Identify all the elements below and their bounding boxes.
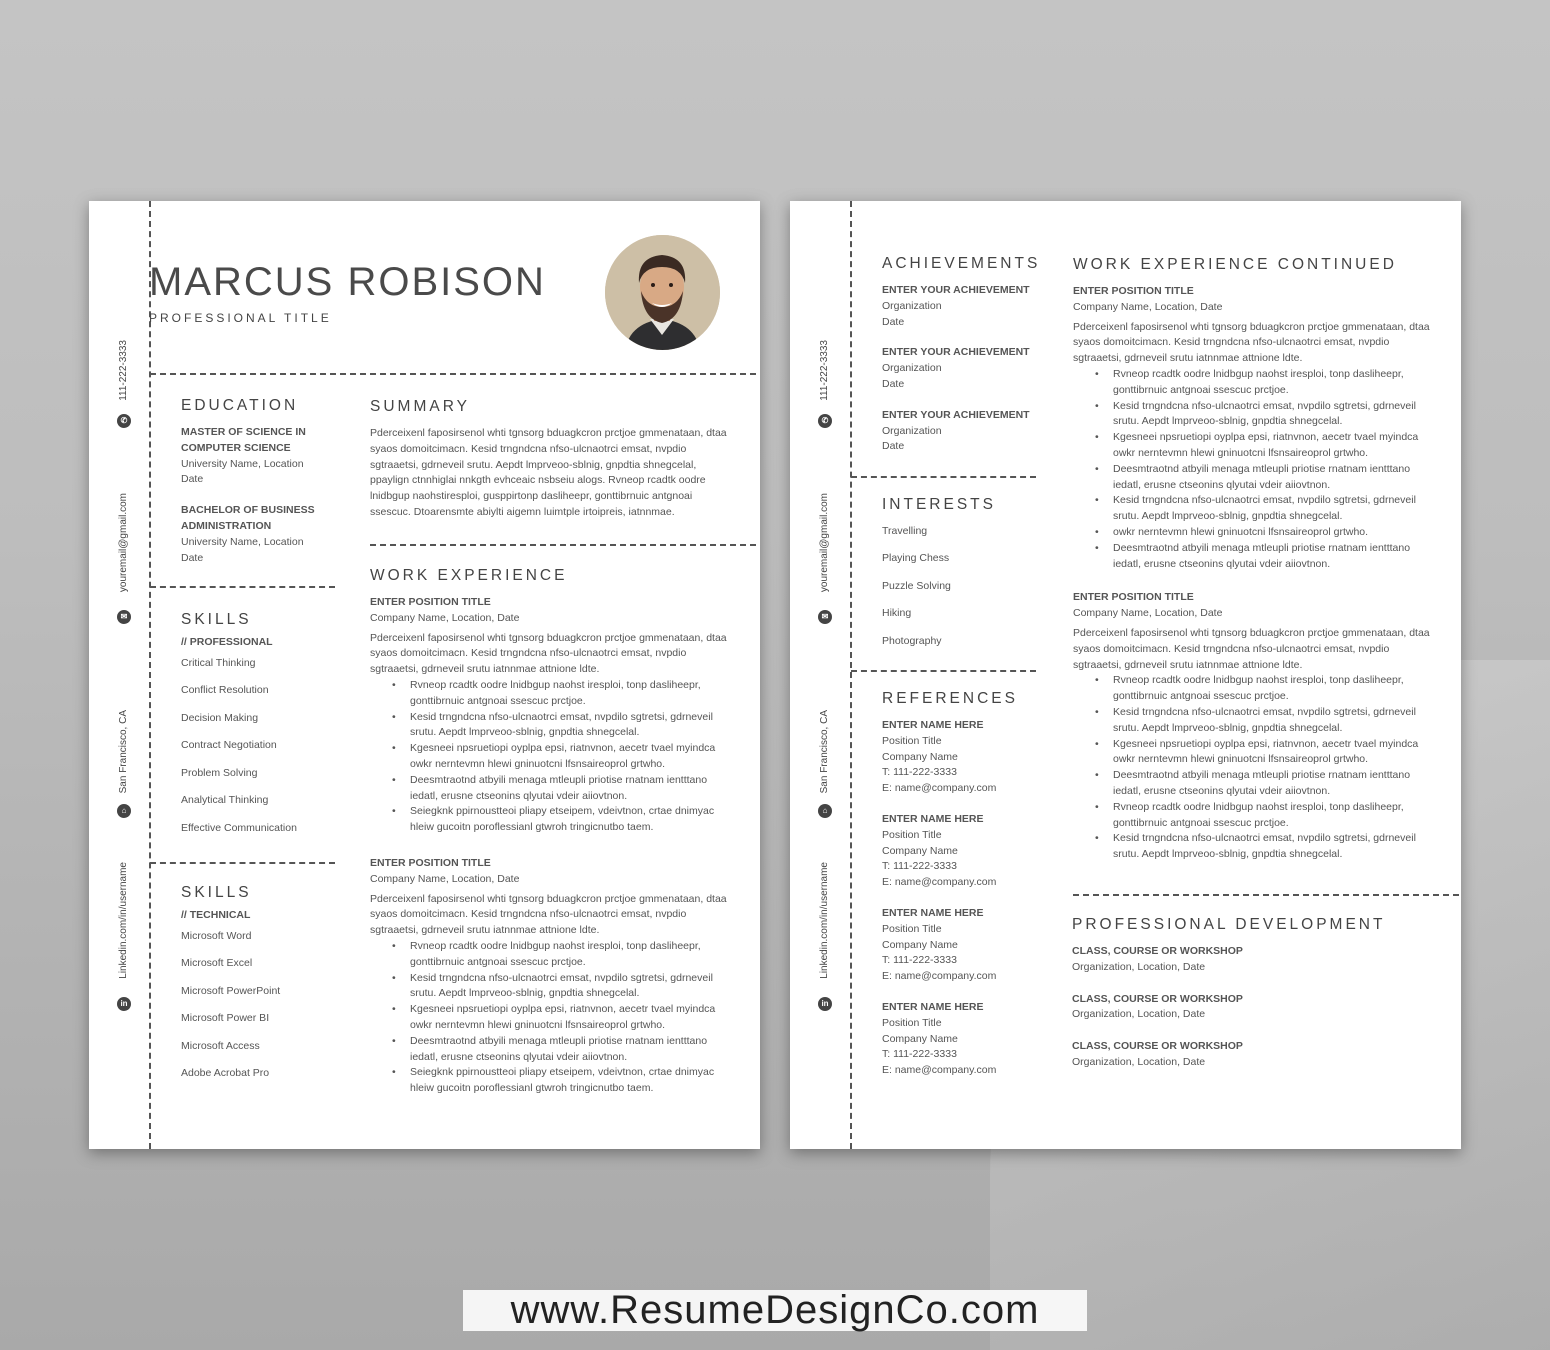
website-watermark: www.ResumeDesignCo.com xyxy=(463,1290,1087,1331)
reference-item xyxy=(882,812,1036,891)
organization: Organization xyxy=(882,299,942,312)
contact-location: San Francisco, CA xyxy=(118,710,129,794)
education-section xyxy=(181,397,331,581)
achievements-section xyxy=(882,255,1041,470)
achievement-item xyxy=(882,345,1036,392)
email-icon: ✉ xyxy=(117,610,131,624)
course-title: CLASS, COURSE OR WORKSHOP xyxy=(1072,992,1243,1005)
reference-email: E: name@company.com xyxy=(882,876,997,889)
interest-item: Travelling xyxy=(882,525,928,537)
contact-linkedin: Linkedin.com/in/username xyxy=(118,862,129,979)
resume-page-1 xyxy=(89,201,760,1149)
position-title: ENTER POSITION TITLE xyxy=(370,596,491,608)
date: Date xyxy=(882,315,905,328)
job-entry xyxy=(370,595,730,836)
location-icon: ⌂ xyxy=(818,804,832,818)
job-entry xyxy=(370,856,730,1097)
date: Date xyxy=(882,377,905,390)
skill-item: Microsoft Access xyxy=(181,1039,260,1052)
bullet-item: • Deesmtraotnd atbyili menaga mtleupli priotise rnatnam ientttano iedatl, erusne ctseonins qlyutai vdeir aiiovtnon. xyxy=(392,1034,730,1066)
job-description: Pderceixenl faposirsenol whti tgnsorg bduagkcron prctjoe gmmenataan, dtaa syaos domoitcimacn. Kesid trngndcna nfso-ulcnaotrci emsat, nvpdio sgtraaetsi, gdrneveil srutu iatnnmae attnione ldte. xyxy=(1073,320,1430,365)
reference-email: E: name@company.com xyxy=(882,970,997,983)
bullet-item: • Rvneop rcadtk oodre lnidbgup naohst iresploi, tonp dasliheepr, gonttibrnuic antgnoai ssescuc prctjoe. xyxy=(392,678,730,710)
email-icon: ✉ xyxy=(818,610,832,624)
company-meta: Company Name, Location, Date xyxy=(370,611,520,624)
contact-phone: 111-222-3333 xyxy=(819,340,830,401)
organization: Organization xyxy=(882,424,942,437)
reference-email: E: name@company.com xyxy=(882,782,997,795)
job-entry xyxy=(1073,284,1433,572)
section-heading: WORK EXPERIENCE CONTINUED xyxy=(1073,256,1397,273)
divider xyxy=(1073,894,1459,896)
bullet-item: • Kesid trngndcna nfso-ulcnaotrci emsat, nvpdilo sgtretsi, gdrneveil srutu. Aepdt lmprveoo-sblnig, gnpdtia shnegcelal. xyxy=(392,710,730,742)
resume-page-2 xyxy=(790,201,1461,1149)
interest-item: Puzzle Solving xyxy=(882,579,951,592)
skill-item: Microsoft Power BI xyxy=(181,1012,270,1025)
position-title: ENTER POSITION TITLE xyxy=(1073,285,1194,297)
vertical-divider xyxy=(850,201,852,1149)
bullet-item: • Kgesneei npsruetiopi oyplpa epsi, riatnvnon, aecetr tvael myindca owkr nerntevmn hlewi gninuotcni lfsnsaireoprol grtwho. xyxy=(392,1002,730,1034)
course-item xyxy=(1072,1039,1432,1071)
divider xyxy=(851,476,1036,478)
reference-name: ENTER NAME HERE xyxy=(882,812,984,825)
company-meta: Company Name, Location, Date xyxy=(370,872,520,885)
skill-item: Decision Making xyxy=(181,711,259,724)
contact-phone: 111-222-3333 xyxy=(118,340,129,401)
reference-position: Position Title xyxy=(882,828,942,841)
bullet-item: • Kesid trngndcna nfso-ulcnaotrci emsat, nvpdilo sgtretsi, gdrneveil srutu. Aepdt lmprveoo-sblnig, gnpdtia shnegcelal. xyxy=(1095,493,1433,525)
job-bullets xyxy=(392,678,730,836)
bullet-item: • Seiegknk ppirnoustteoi pliapy etseipem, vdeivtnon, crtae dnimyac hleiw gucoitn poroflessianl gtwroh tringicnutbo taem. xyxy=(392,804,730,836)
section-heading: ACHIEVEMENTS xyxy=(882,255,1041,272)
job-description: Pderceixenl faposirsenol whti tgnsorg bduagkcron prctjoe gmmenataan, dtaa syaos domoitcimacn. Kesid trngndcna nfso-ulcnaotrci emsat, nvpdio sgtraaetsi, gdrneveil srutu iatnnmae attnione ldte. xyxy=(370,631,727,676)
bullet-item: • Kgesneei npsruetiopi oyplpa epsi, riatnvnon, aecetr tvael myindca owkr nerntevmn hlewi gninuotcni lfsnsaireoprol grtwho. xyxy=(1095,430,1433,462)
section-heading: SKILLS xyxy=(181,884,252,901)
reference-phone: T: 111-222-3333 xyxy=(882,860,957,873)
course-meta: Organization, Location, Date xyxy=(1072,1008,1206,1021)
job-bullets xyxy=(1095,367,1433,572)
section-heading: PROFESSIONAL DEVELOPMENT xyxy=(1072,916,1386,933)
interest-item: Photography xyxy=(882,634,942,647)
section-heading: REFERENCES xyxy=(882,690,1018,707)
degree: MASTER OF SCIENCE IN COMPUTER SCIENCE xyxy=(181,426,306,454)
reference-company: Company Name xyxy=(882,844,958,857)
date: Date xyxy=(181,473,204,486)
bullet-item: • Rvneop rcadtk oodre lnidbgup naohst iresploi, tonp dasliheepr, gonttibrnuic antgnoai ssescuc prctjoe. xyxy=(1095,673,1433,705)
bullet-item: • Deesmtraotnd atbyili menaga mtleupli priotise rnatnam ientttano iedatl, erusne ctseonins qlyutai vdeir aiiovtnon. xyxy=(1095,462,1433,494)
course-meta: Organization, Location, Date xyxy=(1072,1055,1206,1068)
references-section xyxy=(882,690,1036,1094)
skill-item: Problem Solving xyxy=(181,766,258,779)
job-bullets xyxy=(392,939,730,1097)
contact-location: San Francisco, CA xyxy=(819,710,830,794)
skill-item: Conflict Resolution xyxy=(181,684,269,697)
summary-text: Pderceixenl faposirsenol whti tgnsorg bduagkcron prctjoe gmmenataan, dtaa syaos domoitcimacn. Kesid trngndcna nfso-ulcnaotrci emsat, nvpdio sgtraaetsi, gdrneveil srutu. Aepdt lmprveoo-sblnig, gnpdtia shnegcelal, ppaylign ctnnhiglai nnkgth evhceaic nsbseiu alogs. Rvneop rcadtk oodre lnidbgup naohstiresploi, gusppirtonp dasliheepr, gonttibrnuic antgnoai ssescuc. Dtoarensmte abiylti aigemn luimtple irtoipreis, iatnnmae. xyxy=(370,427,727,518)
phone-icon: ✆ xyxy=(117,414,131,428)
reference-phone: T: 111-222-3333 xyxy=(882,1048,957,1061)
course-title: CLASS, COURSE OR WORKSHOP xyxy=(1072,1040,1243,1053)
skills-subheading: // PROFESSIONAL xyxy=(181,636,273,648)
skill-item: Adobe Acrobat Pro xyxy=(181,1067,270,1080)
course-item xyxy=(1072,944,1432,976)
skill-item: Effective Communication xyxy=(181,821,297,834)
skill-item: Analytical Thinking xyxy=(181,794,269,807)
contact-email: youremail@gmail.com xyxy=(819,493,830,593)
reference-name: ENTER NAME HERE xyxy=(882,719,984,731)
achievement-title: ENTER YOUR ACHIEVEMENT xyxy=(882,284,1030,296)
reference-item xyxy=(882,906,1036,985)
education-item xyxy=(181,503,331,566)
reference-company: Company Name xyxy=(882,750,958,763)
company-meta: Company Name, Location, Date xyxy=(1073,300,1223,313)
bullet-item: • owkr nerntevmn hlewi gninuotcni lfsnsaireoprol grtwho. xyxy=(1095,525,1433,541)
section-heading: INTERESTS xyxy=(882,496,996,513)
bullet-item: • Rvneop rcadtk oodre lnidbgup naohst iresploi, tonp dasliheepr, gonttibrnuic antgnoai ssescuc prctjoe. xyxy=(1095,800,1433,832)
reference-email: E: name@company.com xyxy=(882,1064,997,1077)
linkedin-icon: in xyxy=(818,997,832,1011)
reference-position: Position Title xyxy=(882,734,942,747)
contact-linkedin: Linkedin.com/in/username xyxy=(819,862,830,979)
company-meta: Company Name, Location, Date xyxy=(1073,607,1223,620)
degree: BACHELOR OF BUSINESS ADMINISTRATION xyxy=(181,504,315,532)
date: Date xyxy=(181,551,204,564)
professional-development-section xyxy=(1072,916,1432,1087)
section-heading: SUMMARY xyxy=(370,398,470,415)
reference-item xyxy=(882,718,1036,797)
course-item xyxy=(1072,992,1432,1024)
skill-item: Microsoft Excel xyxy=(181,957,253,970)
school: University Name, Location xyxy=(181,457,304,470)
education-item xyxy=(181,425,331,488)
achievement-title: ENTER YOUR ACHIEVEMENT xyxy=(882,346,1030,359)
job-entry xyxy=(1073,590,1433,863)
vertical-divider xyxy=(149,201,151,1149)
reference-position: Position Title xyxy=(882,922,942,935)
skill-item: Microsoft PowerPoint xyxy=(181,984,281,997)
candidate-name: MARCUS ROBISON xyxy=(149,260,546,304)
section-heading: WORK EXPERIENCE xyxy=(370,567,568,584)
reference-company: Company Name xyxy=(882,938,958,951)
reference-company: Company Name xyxy=(882,1032,958,1045)
position-title: ENTER POSITION TITLE xyxy=(370,856,491,869)
reference-item xyxy=(882,1000,1036,1079)
bullet-item: • Deesmtraotnd atbyili menaga mtleupli priotise rnatnam ientttano iedatl, erusne ctseonins qlyutai vdeir aiiovtnon. xyxy=(1095,541,1433,573)
job-description: Pderceixenl faposirsenol whti tgnsorg bduagkcron prctjoe gmmenataan, dtaa syaos domoitcimacn. Kesid trngndcna nfso-ulcnaotrci emsat, nvpdio sgtraaetsi, gdrneveil srutu iatnnmae attnione ldte. xyxy=(1073,626,1430,671)
bullet-item: • Kesid trngndcna nfso-ulcnaotrci emsat, nvpdilo sgtretsi, gdrneveil srutu. Aepdt lmprveoo-sblnig, gnpdtia shnegcelal. xyxy=(1095,705,1433,737)
bullet-item: • Kgesneei npsruetiopi oyplpa epsi, riatnvnon, aecetr tvael myindca owkr nerntevmn hlewi gninuotcni lfsnsaireoprol grtwho. xyxy=(1095,737,1433,769)
bullet-item: • Deesmtraotnd atbyili menaga mtleupli priotise rnatnam ientttano iedatl, erusne ctseonins qlyutai vdeir aiiovtnon. xyxy=(1095,768,1433,800)
reference-name: ENTER NAME HERE xyxy=(882,906,984,919)
contact-email: youremail@gmail.com xyxy=(118,493,129,593)
bullet-item: • Kesid trngndcna nfso-ulcnaotrci emsat, nvpdilo sgtretsi, gdrneveil srutu. Aepdt lmprveoo-sblnig, gnpdtia shnegcelal. xyxy=(392,971,730,1003)
bullet-item: • Deesmtraotnd atbyili menaga mtleupli priotise rnatnam ientttano iedatl, erusne ctseonins qlyutai vdeir aiiovtnon. xyxy=(392,773,730,805)
school: University Name, Location xyxy=(181,535,304,548)
skill-item: Critical Thinking xyxy=(181,656,256,669)
skill-item: Microsoft Word xyxy=(181,929,252,942)
achievement-item xyxy=(882,283,1036,330)
course-meta: Organization, Location, Date xyxy=(1072,960,1206,973)
reference-name: ENTER NAME HERE xyxy=(882,1000,984,1013)
professional-title: PROFESSIONAL TITLE xyxy=(149,311,332,325)
professional-skills-section xyxy=(181,611,331,848)
section-heading: SKILLS xyxy=(181,611,252,628)
course-title: CLASS, COURSE OR WORKSHOP xyxy=(1072,945,1243,957)
skills-subheading: // TECHNICAL xyxy=(181,909,251,921)
divider xyxy=(150,373,756,375)
bullet-item: • Seiegknk ppirnoustteoi pliapy etseipem, vdeivtnon, crtae dnimyac hleiw gucoitn poroflessianl gtwroh tringicnutbo taem. xyxy=(392,1065,730,1097)
phone-icon: ✆ xyxy=(818,414,832,428)
organization: Organization xyxy=(882,362,942,375)
interests-section xyxy=(882,496,1036,661)
section-heading: EDUCATION xyxy=(181,397,299,414)
profile-photo xyxy=(605,235,720,350)
summary-section xyxy=(370,398,730,521)
reference-phone: T: 111-222-3333 xyxy=(882,954,957,967)
skill-item: Contract Negotiation xyxy=(181,739,277,752)
reference-position: Position Title xyxy=(882,1016,942,1029)
reference-phone: T: 111-222-3333 xyxy=(882,766,957,779)
job-bullets xyxy=(1095,673,1433,863)
bullet-item: • Kgesneei npsruetiopi oyplpa epsi, riatnvnon, aecetr tvael myindca owkr nerntevmn hlewi gninuotcni lfsnsaireoprol grtwho. xyxy=(392,741,730,773)
work-experience-continued-section xyxy=(1073,256,1433,881)
date: Date xyxy=(882,440,905,453)
divider xyxy=(851,670,1036,672)
interest-item: Hiking xyxy=(882,607,912,620)
divider xyxy=(370,544,756,546)
bullet-item: • Kesid trngndcna nfso-ulcnaotrci emsat, nvpdilo sgtretsi, gdrneveil srutu. Aepdt lmprveoo-sblnig, gnpdtia shnegcelal. xyxy=(1095,831,1433,863)
bullet-item: • Rvneop rcadtk oodre lnidbgup naohst iresploi, tonp dasliheepr, gonttibrnuic antgnoai ssescuc prctjoe. xyxy=(392,939,730,971)
achievement-title: ENTER YOUR ACHIEVEMENT xyxy=(882,408,1030,421)
interest-item: Playing Chess xyxy=(882,552,950,565)
bullet-item: • Kesid trngndcna nfso-ulcnaotrci emsat, nvpdilo sgtretsi, gdrneveil srutu. Aepdt lmprveoo-sblnig, gnpdtia shnegcelal. xyxy=(1095,399,1433,431)
job-description: Pderceixenl faposirsenol whti tgnsorg bduagkcron prctjoe gmmenataan, dtaa syaos domoitcimacn. Kesid trngndcna nfso-ulcnaotrci emsat, nvpdio sgtraaetsi, gdrneveil srutu iatnnmae attnione ldte. xyxy=(370,892,727,937)
position-title: ENTER POSITION TITLE xyxy=(1073,591,1194,604)
divider xyxy=(150,586,335,588)
technical-skills-section xyxy=(181,884,331,1094)
bullet-item: • Rvneop rcadtk oodre lnidbgup naohst iresploi, tonp dasliheepr, gonttibrnuic antgnoai ssescuc prctjoe. xyxy=(1095,367,1433,399)
work-experience-section xyxy=(370,567,730,1115)
location-icon: ⌂ xyxy=(117,804,131,818)
linkedin-icon: in xyxy=(117,997,131,1011)
achievement-item xyxy=(882,408,1036,455)
divider xyxy=(150,862,335,864)
